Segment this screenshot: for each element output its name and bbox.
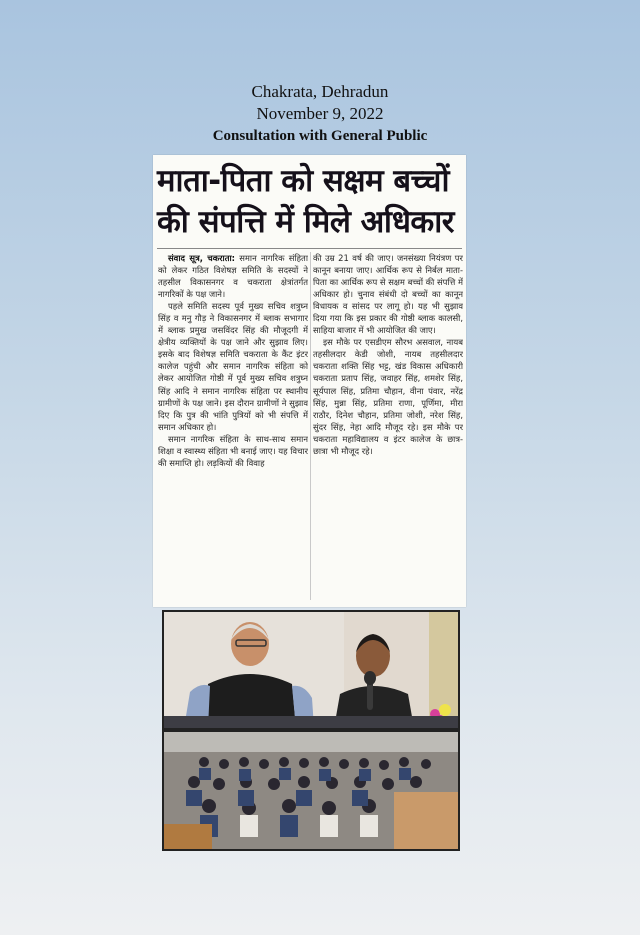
article-paragraph xyxy=(158,252,308,300)
date-line: November 9, 2022 xyxy=(256,104,384,123)
event-subtitle: Consultation with General Public xyxy=(212,128,428,144)
headline-line-2: की संपत्ति में मिले अधिकार xyxy=(157,204,454,240)
speakers-illustration xyxy=(164,612,458,728)
paragraph-text: समान नागरिक संहिता को लेकर गठित विशेषज्ञ समिति के सदस्यों ने तहसील विकासनगर व चकराता क्षेत्रांतर्गत नागरिकों के पक्ष जाने। xyxy=(158,253,308,300)
newspaper-clipping xyxy=(153,155,466,607)
headline-line-1: माता-पिता को सक्षम बच्चों xyxy=(157,163,450,199)
audience-photo xyxy=(162,730,460,851)
speakers-photo xyxy=(162,610,460,730)
article-column-1 xyxy=(158,252,308,604)
article-paragraph: इस मौके पर एसडीएम सौरभ असवाल, नायब तहसीलदार केडी जोशी, नायब तहसीलदार चकराता शक्ति सिंह भट्ट, खंड विकास अधिकारी चकराता प्रताप सिंह, जवाहर सिंह, शमशेर सिंह, सूर्यपाल सिंह, प्रतिमा चौहान, वीना पंवार, नरेंद्र सिंह, मुन्ना सिंह, प्रतिमा राणा, पूर्णिमा, मीरा राठौर, दिनेश चौहान, प्रतिमा जोशी, नरेश सिंह, सुंदर सिंह, नेहा आदि मौजूद रहे। इस मौके पर चकराता महाविद्यालय व इंटर कालेज के छात्र-छात्रा भी मौजूद रहे। xyxy=(313,337,463,456)
audience-illustration xyxy=(164,732,458,849)
article-paragraph: की उम्र 21 वर्ष की जाए। जनसंख्या नियंत्रण पर कानून बनाया जाए। आर्थिक रूप से निर्बल माता-पिता का आर्थिक रूप से सक्षम बच्चों की संपत्ति में अधिकार हो। चुनाव संबंधी दो बच्चों का कानून विधायक व सांसद पर लागू हो। यह भी सुझाव दिया गया कि इस प्रकार की गोष्ठी ब्लाक कालसी, साहिया बाजार में भी आयोजित की जाए। xyxy=(313,253,463,336)
headline-rule xyxy=(157,248,462,249)
byline: संवाद सूत्र, चकराता: xyxy=(168,253,236,263)
headline xyxy=(157,161,463,243)
article-paragraph: पहले समिति सदस्य पूर्व मुख्य सचिव शत्रुघ्न सिंह व मनु गौड़ ने विकासनगर में ब्लाक सभागार में ब्लाक प्रमुख जसविंदर सिंह की मौजूदगी में क्षेत्रीय व्यक्तियों के पक्ष जाने और सुझाव लिए। इसके बाद विशेषज्ञ समिति चकराता के कैंट इंटर कालेज पहुंची और समान नागरिक संहिता को लेकर आयोजित गोष्ठी में पूर्व मुख्य सचिव शत्रुघ्न सिंह आदि ने समान नागरिक संहिता पर स्थानीय ग्रामीणों के पक्ष जाने। इस दौरान ग्रामीणों ने सुझाव दिए कि पुत्र की भांति पुत्रियों को भी संपत्ति में समान अधिकार हो। xyxy=(158,301,308,432)
article-column-2 xyxy=(313,252,463,604)
column-separator xyxy=(310,252,311,600)
article-paragraph: समान नागरिक संहिता के साथ-साथ समान शिक्षा व स्वास्थ्य संहिता भी बनाई जाए। यह विचार की समाप्ति हो। लड़कियों की विवाह xyxy=(158,433,308,468)
location-line: Chakrata, Dehradun xyxy=(251,82,389,101)
